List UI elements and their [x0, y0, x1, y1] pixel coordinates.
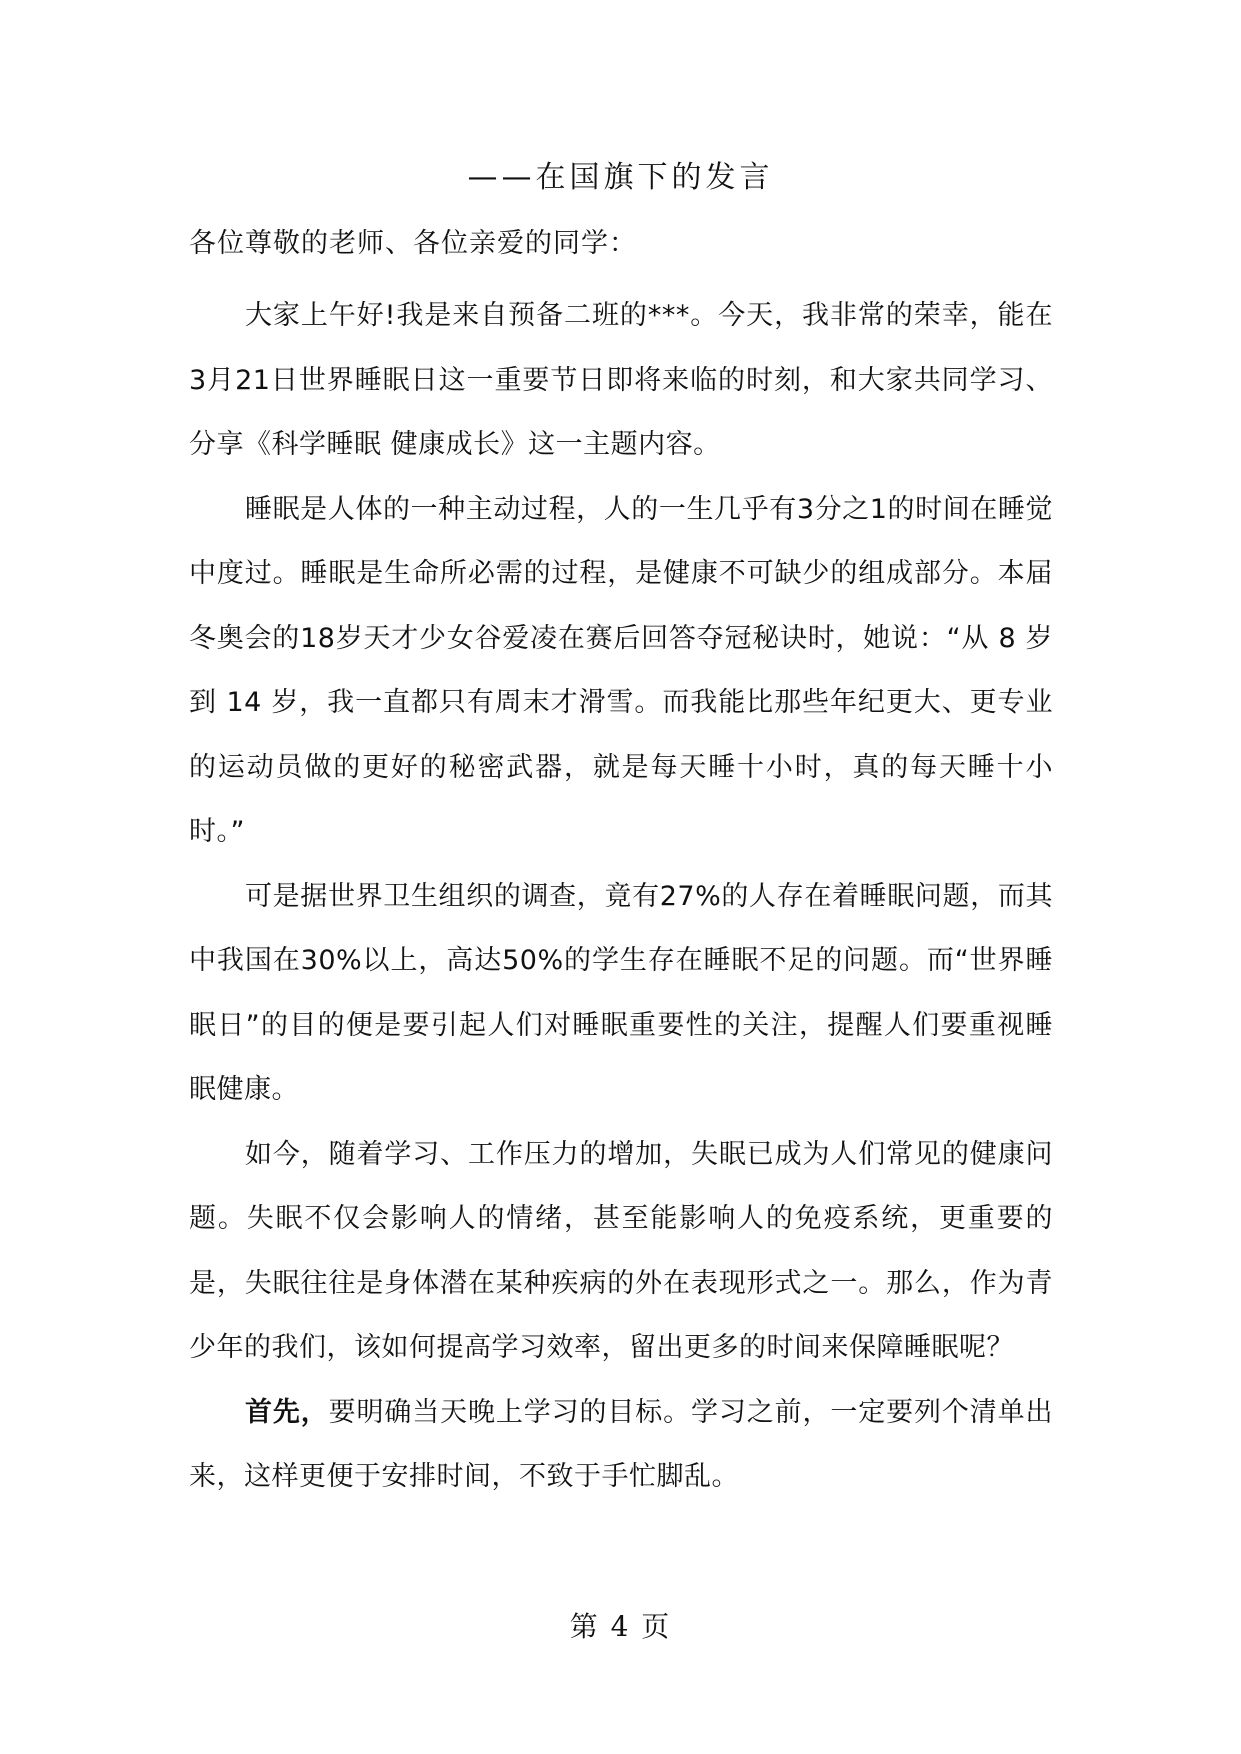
- speech-body: [189, 284, 1053, 1510]
- first-point-lead: 首先，: [245, 1396, 329, 1428]
- speech-subtitle: ——在国旗下的发言: [467, 160, 774, 195]
- page-number: 第 4 页: [569, 1610, 672, 1643]
- paragraph-first-point: [189, 1381, 1053, 1510]
- paragraph-sleep-importance: 睡眠是人体的一种主动过程，人的一生几乎有3分之1的时间在睡觉中度过。睡眠是生命所必需的过程，是健康不可缺少的组成部分。本届冬奥会的18岁天才少女谷爱凌在赛后回答夺冠秘诀时，她说：“从 8 岁到 14 岁，我一直都只有周末才滑雪。而我能比那些年纪更大、更专业的运动员做的更好的秘密武器，就是每天睡十小时，真的每天睡十小时。”: [189, 493, 1053, 847]
- first-point-text: 要明确当天晚上学习的目标。学习之前，一定要列个清单出来，这样更便于安排时间，不致于手忙脚乱。: [189, 1396, 1053, 1492]
- paragraph-statistics: 可是据世界卫生组织的调查，竟有27%的人存在着睡眠问题，而其中我国在30%以上，高达50%的学生存在睡眠不足的问题。而“世界睡眠日”的目的便是要引起人们对睡眠重要性的关注，提醒人们要重视睡眠健康。: [189, 880, 1053, 1105]
- paragraph-insomnia: 如今，随着学习、工作压力的增加，失眠已成为人们常见的健康问题。失眠不仅会影响人的情绪，甚至能影响人的免疫系统，更重要的是，失眠往往是身体潜在某种疾病的外在表现形式之一。那么，作为青少年的我们，该如何提高学习效率，留出更多的时间来保障睡眠呢？: [189, 1138, 1053, 1363]
- salutation: 各位尊敬的老师、各位亲爱的同学：: [189, 228, 637, 259]
- paragraph-greeting: 大家上午好!我是来自预备二班的***。今天，我非常的荣幸，能在3月21日世界睡眠日这一重要节日即将来临的时刻，和大家共同学习、分享《科学睡眠 健康成长》这一主题内容。: [189, 300, 1053, 460]
